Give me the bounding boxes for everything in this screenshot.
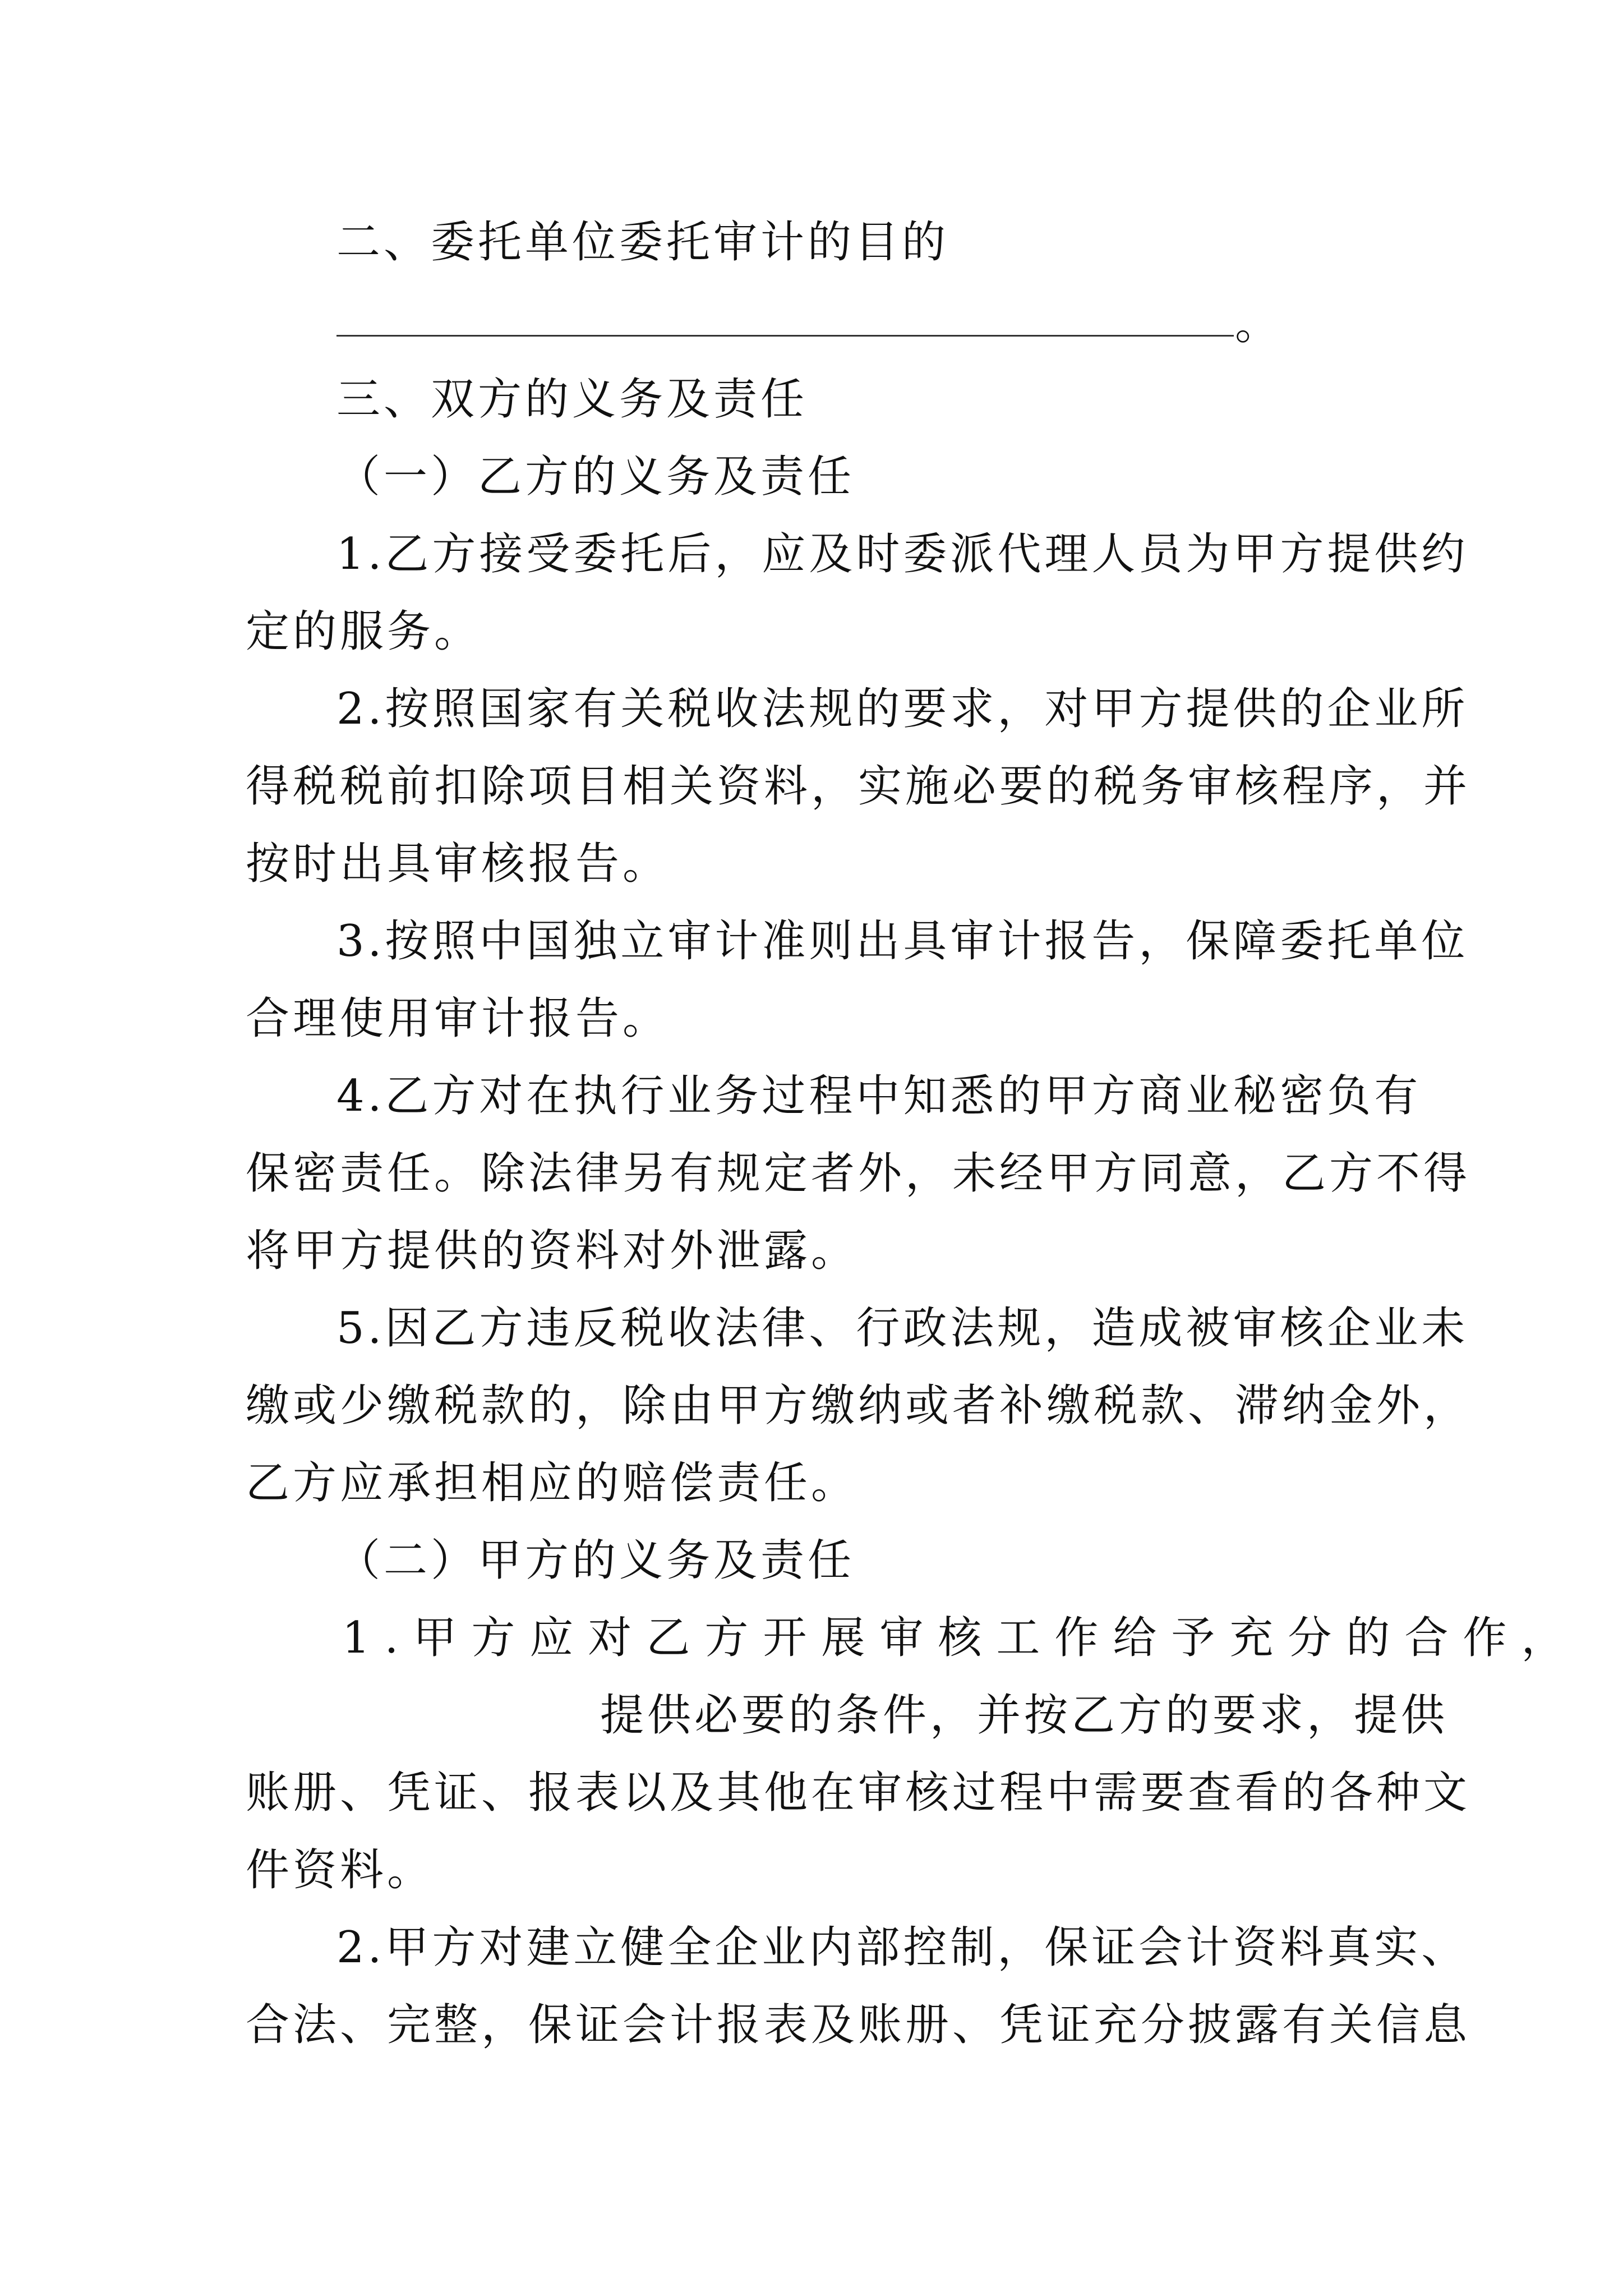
paragraph-line: 合理使用审计报告。	[246, 993, 670, 1044]
subsection-heading-party-b: （一）乙方的义务及责任	[336, 452, 855, 502]
paragraph-line: 2.按照国家有关税收法规的要求，对甲方提供的企业所	[336, 684, 1469, 734]
paragraph-line: 3.按照中国独立审计准则出具审计报告，保障委托单位	[336, 916, 1469, 967]
paragraph-line: 1.乙方接受委托后，应及时委派代理人员为甲方提供约	[336, 529, 1469, 579]
paragraph-line: 合法、完整，保证会计报表及账册、凭证充分披露有关信息	[246, 2000, 1471, 2050]
blank-period: 。	[1235, 299, 1279, 349]
paragraph-line: 提供必要的条件，并按乙方的要求，提供	[600, 1690, 1449, 1741]
paragraph-line: 保密责任。除法律另有规定者外，未经甲方同意，乙方不得	[246, 1148, 1471, 1199]
paragraph-line: 1.甲方应对乙方开展审核工作给予充分的合作，	[342, 1613, 1580, 1663]
paragraph-line: 乙方应承担相应的赔偿责任。	[246, 1458, 859, 1508]
fill-in-blank	[336, 335, 1234, 337]
paragraph-line: 件资料。	[246, 1845, 435, 1895]
paragraph-line: 4.乙方对在执行业务过程中知悉的甲方商业秘密负有	[336, 1071, 1422, 1121]
section-heading-obligations: 三、双方的义务及责任	[336, 374, 808, 425]
paragraph-line: 定的服务。	[246, 606, 482, 657]
paragraph-line: 缴或少缴税款的，除由甲方缴纳或者补缴税款、滞纳金外，	[246, 1381, 1471, 1431]
paragraph-line: 账册、凭证、报表以及其他在审核过程中需要查看的各种文	[246, 1768, 1471, 1818]
paragraph-line: 将甲方提供的资料对外泄露。	[246, 1226, 859, 1276]
section-heading-purpose: 二、委托单位委托审计的目的	[336, 217, 949, 268]
subsection-heading-party-a: （二）甲方的义务及责任	[336, 1535, 855, 1586]
paragraph-line: 5.因乙方违反税收法律、行政法规，造成被审核企业未	[336, 1303, 1469, 1354]
paragraph-line: 按时出具审核报告。	[246, 839, 670, 889]
paragraph-line: 得税税前扣除项目相关资料，实施必要的税务审核程序，并	[246, 761, 1471, 812]
paragraph-line: 2.甲方对建立健全企业内部控制，保证会计资料真实、	[336, 1922, 1469, 1973]
